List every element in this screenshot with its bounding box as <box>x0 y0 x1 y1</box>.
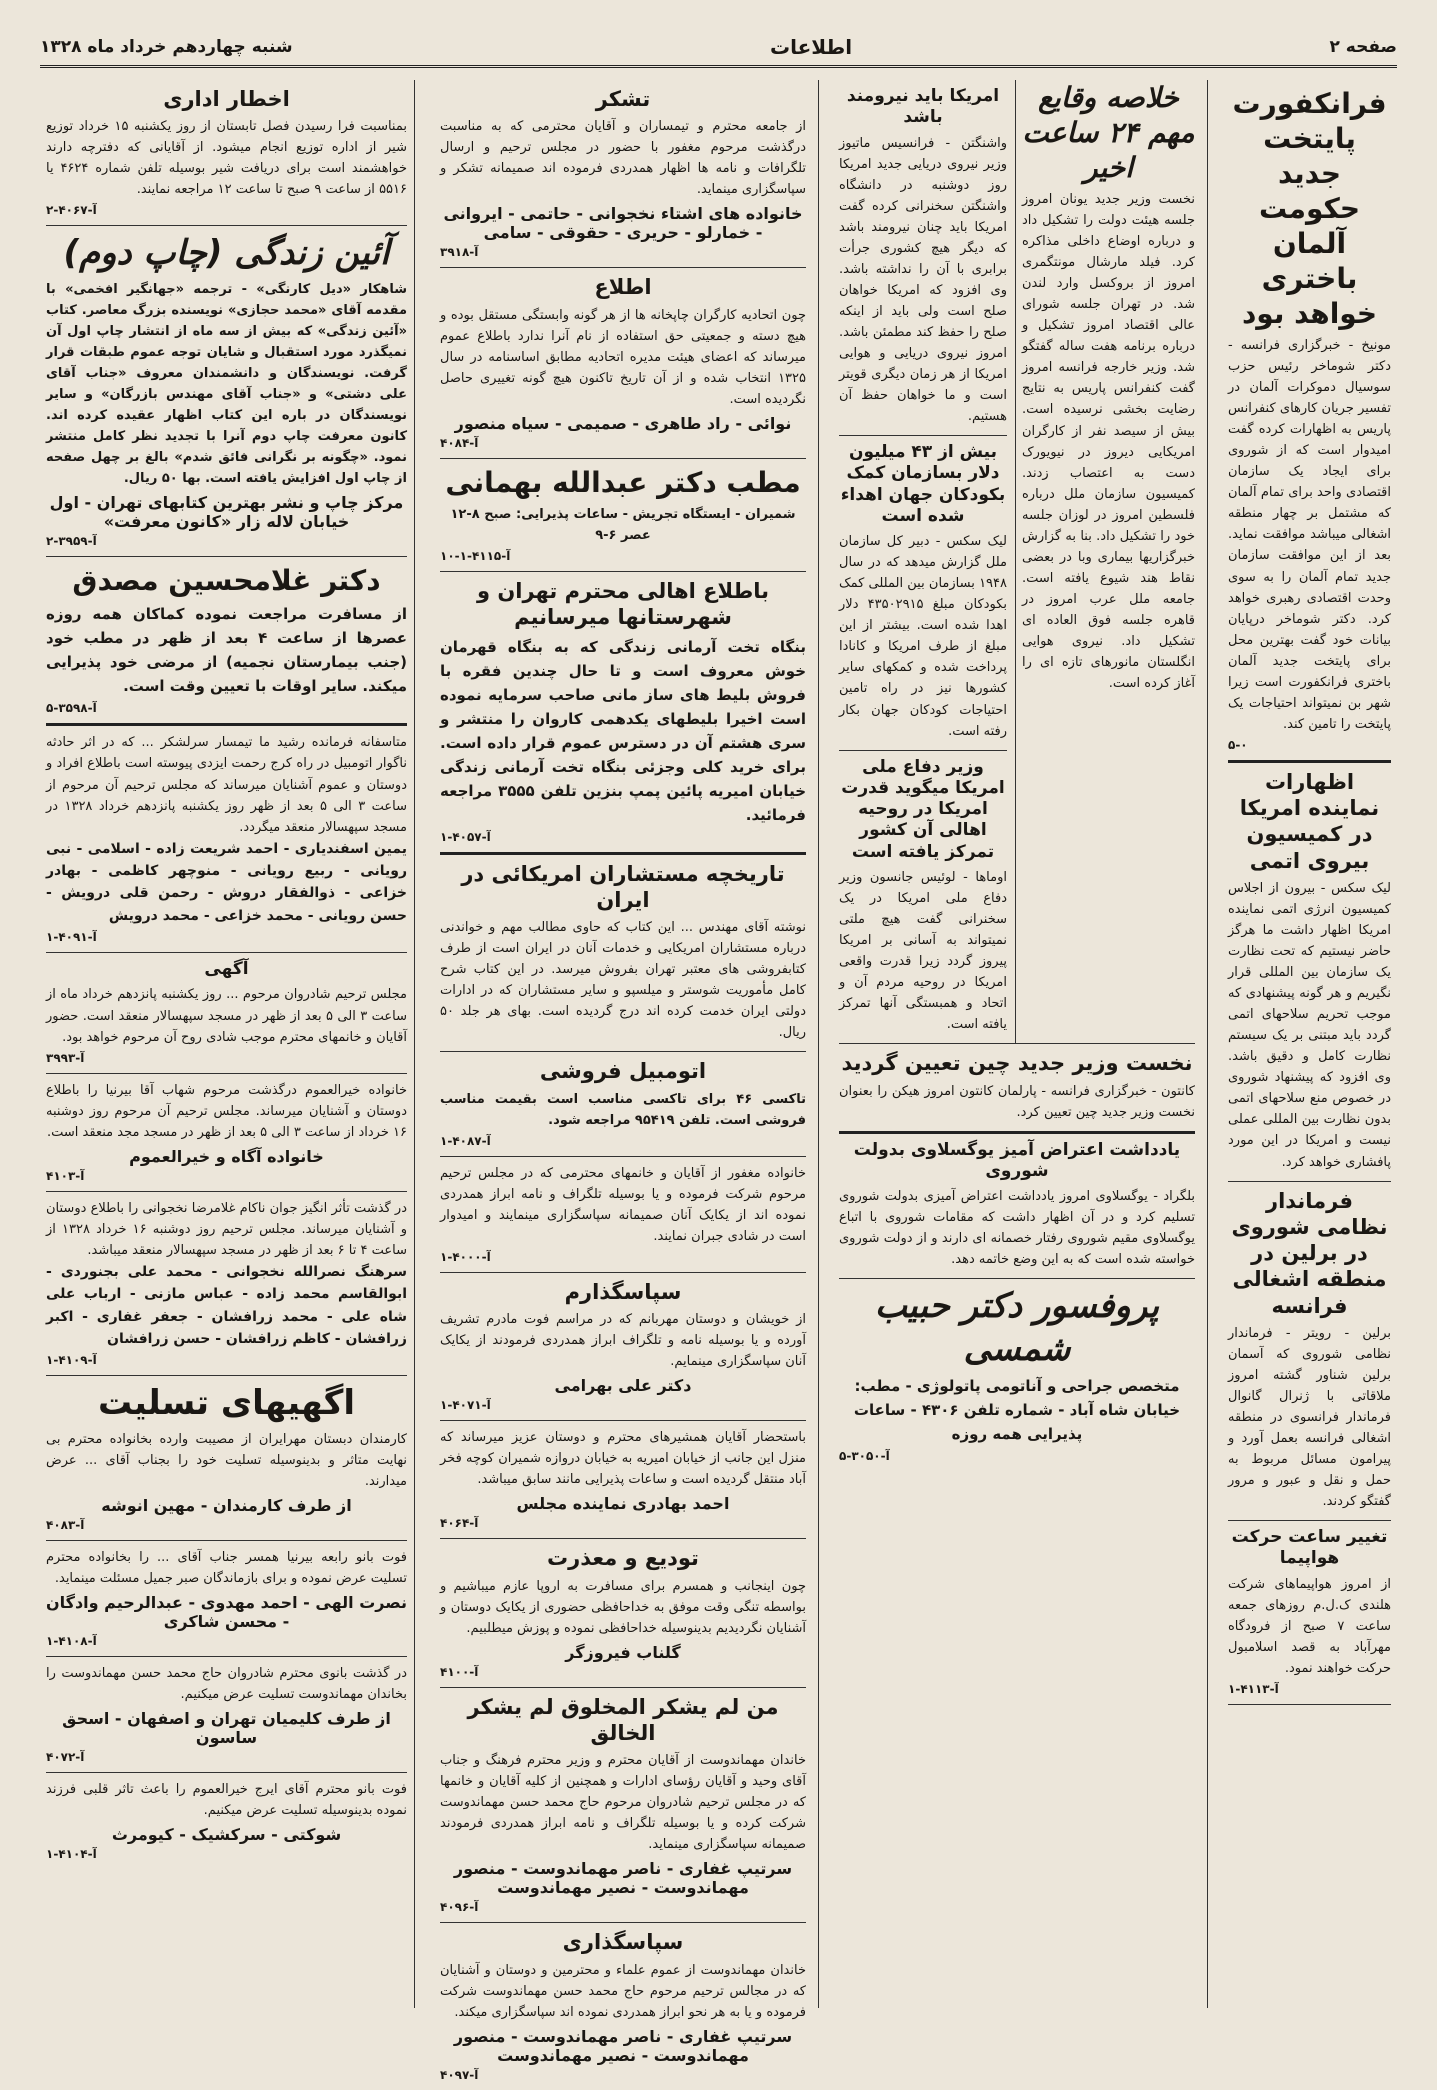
ad-body: مجلس ترحیم شادروان مرحوم ... روز یکشنبه پانزدهم خرداد ماه از ساعت ۳ الی ۵ بعد از ظهر در مسجد سپهسالار منعقد است. حضور آقایان و خانمهای محترم موجب شادی روح آن مرحوم خواهد بود. <box>46 987 407 1045</box>
ad <box>440 1923 806 2089</box>
ad-code: آ-۴۰۸۴ <box>440 435 479 450</box>
ad-body: خاندان مهماندوست از آقایان محترم و وزیر محترم فرهنگ و جناب آقای وحید و آقایان رؤسای ادارات و همچنین از کلیه آقایان و خانمها که در مجلس ترحیم شادروان مرحوم حاج محمد حسن مهماندوست شرکت کرده و یا بوسیله تلگراف و نامه ابراز همدردی فرمودند صمیمانه سپاسگزاری مینماید. <box>440 1753 806 1853</box>
masthead <box>40 28 1397 68</box>
ad-signature: از طرف کارمندان - مهین انوشه <box>101 1496 352 1516</box>
ad <box>440 1421 806 1539</box>
ad-title: تشکر <box>595 87 651 111</box>
ad-title: آئین زندگی (چاپ دوم) <box>63 233 390 274</box>
doctor-details: متخصص جراحی و آناتومی پاتولوژی - مطب: خیابان شاه آباد - شماره تلفن ۴۳۰۶ - ساعات پذیرایی همه روزه <box>853 1377 1181 1444</box>
article-headline: نخست وزیر جدید چین تعیین گردید <box>841 1051 1193 1076</box>
briefs-body: نخست وزیر جدید یونان امروز جلسه هیئت دولت را تشکیل داد و درباره اوضاع داخلی مذاکره کرد. فیلد مارشال مونتگمری امروز از بروکسل وارد لندن شد. در تهران جلسه شورای عالی اقتصاد امروز تشکیل و درباره برنامه هفت ساله گفتگو شد. وزیر خارجه فرانسه امروز گفت کنفرانس پاریس به نتایج رضایت بخشی نرسیده است. بیش از سیصد نفر از کارگران امریکایی دیروز در نیویورک دست به اعتصاب زدند. کمیسیون سازمان ملل درباره فلسطین امروز در لوزان جلسه خود را تشکیل داد. بنا به گزارش خبرگزاریها بیماری وبا در بعضی نقاط هند شیوع یافته است. جامعه ملل عرب امروز در قاهره جلسه فوق العاده ای تشکیل داد. نیروی هوایی انگلستان مانورهای تازه ای را آغاز کرده است. <box>1022 192 1195 692</box>
ad-title: دکتر غلامحسین مصدق <box>72 564 381 598</box>
ad-body: در گذشت تأثر انگیز جوان ناکام غلامرضا نخجوانی را باطلاع دوستان و آشنایان میرساند. مجلس ترحیم روز دوشنبه ۱۶ خرداد ۱۳۲۸ از ساعت ۴ تا ۶ بعد از ظهر در مسجد سپهسالار منعقد میباشد. <box>46 1200 407 1258</box>
ad-title: تودیع و معذرت <box>547 1546 699 1571</box>
ad-code: آ-۴۱۰۰ <box>440 1664 479 1679</box>
ad <box>46 726 407 953</box>
ad <box>46 557 407 726</box>
ad-title: تاریخچه مستشاران امریکائی در ایران <box>461 861 785 912</box>
article-body: لیک سکس - دبیر کل سازمان ملل گزارش میدهد که در سال ۱۹۴۸ بسازمان بین المللی کمک بکودکان مبلغ ۴۳۵۰۲۹۱۵ دلار اهدا شده است. بیشتر از این مبلغ از طرف امریکا و کانادا پرداخت شده و کمکهای سایر کشورها نیز در راه تامین احتیاجات کودکان جهان بکار رفته است. <box>839 534 1007 739</box>
article-headline: فرماندار نظامی شوروی در برلین در منطقه اشغالی فرانسه <box>1231 1188 1388 1318</box>
ad-code: آ-۳۹۹۳ <box>46 1050 85 1065</box>
column-rule <box>818 80 819 2008</box>
article-headline: امریکا باید نیرومند باشد <box>846 86 1000 128</box>
ad-code: آ-۴۰۷۲ <box>46 1750 85 1765</box>
ad-code: آ-۴۱۰۸-۱ <box>46 1634 97 1649</box>
ad-title: اطلاع <box>594 275 652 300</box>
ad <box>440 1052 806 1156</box>
briefs-title: خلاصه وقایع مهم ۲۴ ساعت اخیر <box>1022 81 1195 184</box>
ad <box>440 1273 806 1421</box>
ad <box>46 226 407 557</box>
ad-body: چون اینجانب و همسرم برای مسافرت به اروپا عازم میباشیم و بواسطه تنگی وقت موفق به خداحافظی حضوری از یکایک دوستان و آشنایان نگردیدیم بدینوسیله خداحافظی نموده و پوزش میطلبیم. <box>440 1578 806 1636</box>
ad-body: در گذشت بانوی محترم شادروان حاج محمد حسن مهماندوست را بخاندان مهماندوست تسلیت عرض میکنیم. <box>46 1666 407 1703</box>
ad-body: فوت بانو رابعه بیرنیا همسر جناب آقای ... را بخانواده محترم تسلیت عرض نموده و برای بازماندگان صبر جمیل مسئلت مینماید. <box>46 1550 407 1587</box>
article-body: اوماها - لوئیس جانسون وزیر دفاع ملی امریکا در یک سخنرانی گفت هیچ ملتی نمیتواند به آسانی بر امریکا پیروز گردد زیرا قدرت واقعی امریکا در روحیه مردم آن و اتحاد و همبستگی آنها تمرکز یافته است. <box>839 869 1007 1033</box>
article-body: از امروز هواپیماهای شرکت هلندی ک.ل.م روزهای جمعه ساعت ۷ صبح از فرودگاه مهرآباد به قصد اسلامبول حرکت خواهند نمود. <box>1228 1576 1391 1676</box>
ad-title: سپاسگذارم <box>564 1279 682 1304</box>
ad-signature: دکتر علی بهرامی <box>554 1376 692 1396</box>
page-number: صفحه ۲ <box>1329 36 1397 57</box>
ad-title: آگهی <box>204 959 249 980</box>
ad-body: از مسافرت مراجعت نموده کماکان همه روزه عصرها از ساعت ۴ بعد از ظهر در مطب خود (جنب بیمارستان نجمیه) از مرضی خود پذیرایی میکند. سایر اوقات با تعیین وقت است. <box>46 605 408 696</box>
ad-signature: احمد بهادری نماینده مجلس <box>516 1494 730 1514</box>
column-rule <box>414 80 415 2008</box>
article-headline: یادداشت اعتراض آمیز یوگسلاوی بدولت شوروی <box>853 1139 1181 1181</box>
article-code: آ-۴۱۱۳-۱ <box>1228 1681 1279 1696</box>
ad-title: باطلاع اهالی محترم تهران و شهرستانها میرسانیم <box>476 579 769 630</box>
ad-signature: یمین اسفندیاری - احمد شریعت زاده - اسلامی - نبی رویانی - ربیع رویانی - منوچهر کاظمی - بهادر خزاعی - ذوالفقار دروش - رحمن قلی درویش - حسن رویانی - محمد خزاعی - محمد درویش <box>46 840 407 924</box>
ad <box>440 1539 806 1687</box>
ad-body: بنگاه تخت آرمانی زندگی که به بنگاه قهرمان خوش معروف است و تا حال چندین فقره با فروش بلیط های ساز مانی صاحب سرمایه نموده است اخیرا بلیطهای یکدهمی کاروان را منتشر و سری هشتم آن در دسترس عموم قرار داده است. برای خرید کلی وجزئی بنگاه تخت آرمانی زندگی خیابان امیریه پائین پمپ بنزین تلفن ۳۵۵۵ مراجعه فرمائید. <box>440 637 807 824</box>
ad-body: باستحضار آقایان همشیرهای محترم و دوستان عزیز میرساند که منزل این جانب از خیابان امیریه به خیابان دروازه شمیران کوچه فخر آباد منتقل گردیده است و ساعات پذیرایی مانند سابق میباشد. <box>440 1430 806 1488</box>
article <box>1228 1521 1391 1705</box>
ad-code: آ-۴۰۸۳ <box>46 1518 85 1533</box>
ad-code: آ-۴۰۹۷ <box>440 2067 479 2082</box>
ad <box>46 1657 407 1773</box>
ad-code: آ-۴۰۰۰-۱ <box>440 1249 491 1264</box>
ad-signature: خانواده های اشتاء نخجوانی - حاتمی - ایروانی - خمارلو - حریری - حقوقی - سامی <box>443 204 803 243</box>
column-rule <box>1207 80 1208 2008</box>
ad-body: بمناسبت فرا رسیدن فصل تابستان از روز یکشنبه ۱۵ خرداد توزیع شیر از اداره توزیع انجام میشود. از آقایانی که دفترچه دارند خواهشمند است برای دریافت شیر بوسیله تلفن شماره ۴۶۲۴ یا ۵۵۱۶ از ساعت ۹ صبح تا ساعت ۱۲ مراجعه نمایند. <box>46 119 407 198</box>
ad-signature: از طرف کلیمیان تهران و اصفهان - اسحق ساسون <box>62 1709 391 1748</box>
ad-body: کارمندان دبستان مهرایران از مصیبت وارده بخانواده محترم بی نهایت متاثر و بدینوسیله تسلیت خود را بجناب آقای ... عرض میدارند. <box>46 1431 407 1490</box>
ad-body: شاهکار «دیل کارنگی» - ترجمه «جهانگیر افخمی» با مقدمه آقای «محمد حجازی» نویسنده بزرگ معاصر. کتاب «آئین زندگی» که بیش از سه ماه از انتشار چاپ اول آن نمیگذرد مورد استقبال و شایان توجه عموم طبقات قرار گرفت. نویسندگان و دانشمندان معروف «جناب آقای علی دشتی» و «جناب آقای مهندس بازرگان» و سایر نویسندگان در باره این کتاب اظهار عقیده کرده اند. کانون معرفت چاپ دوم آنرا با تجدید نظر کامل منتشر نمود. «چگونه بر نگرانی فائق شدم» بالغ بر چهل صفحه از چاپ اول افزایش یافته است. بها ۵۰ ریال. <box>46 281 407 487</box>
ad <box>46 953 407 1073</box>
ad <box>46 1376 407 1541</box>
ad <box>440 459 806 572</box>
ad <box>46 1192 407 1377</box>
ad-code: آ-۴۱۰۴-۱ <box>46 1847 97 1862</box>
article-headline: بیش از ۴۳ میلیون دلار بسازمان کمک بکودکان جهان اهداء شده است <box>840 442 1006 526</box>
article <box>839 1044 1195 1133</box>
ad-code: آ-۴۱۱۵-۱-۱۰ <box>440 549 511 564</box>
ad-signature: نصرت الهی - احمد مهدوی - عبدالرحیم وادگان - محسن شاکری <box>46 1593 407 1632</box>
article <box>839 751 1007 1044</box>
ad-signature: سرتیپ غفاری - ناصر مهماندوست - منصور مهماندوست - نصیر مهماندوست <box>453 2026 793 2065</box>
ad <box>440 572 806 855</box>
article-headline: اظهارات نماینده امریکا در کمیسیون بیروی اتمی <box>1239 769 1380 873</box>
ad-signature: گلناب فیروزگر <box>565 1642 681 1662</box>
column-4 <box>40 80 413 2008</box>
ad-title: اتومبیل فروشی <box>539 1059 707 1084</box>
ad <box>440 268 806 458</box>
ad-title: من لم یشکر المخلوق لم یشکر الخالق <box>467 1694 779 1745</box>
ad <box>440 1688 806 1924</box>
column-2 <box>833 80 1201 2008</box>
ad <box>440 80 806 268</box>
column-1 <box>1222 80 1397 2008</box>
article-body: لیک سکس - بیرون از اجلاس کمیسیون انرژی اتمی نماینده امریکا اظهار داشت ما هرگز حاضر نیستیم که تحت نظارت یک سازمان بین المللی قرار نگیریم و هر گونه پیشنهادی که موجب تحریم سلاحهای اتمی گردد باید مبتنی بر یک سیستم نظارت کامل و دقیق باشد. وی افزود که پیشنهاد شوروی در خصوص منع سلاحهای اتمی بدون نظارت بین المللی عملی نیست و امریکا در این مورد پافشاری خواهد کرد. <box>1228 880 1391 1170</box>
ad-code: آ-۳۰۵۰-۵ <box>839 1449 890 1464</box>
article-code: ۵-۰ <box>1228 737 1248 752</box>
article-body: واشنگتن - فرانسیس ماتیوز وزیر نیروی دریایی جدید امریکا روز دوشنبه در دانشگاه واشنگتن سخنرانی کرده گفت امریکا باید چنان نیرومند باشد که دیگر هیچ کشوری جرأت برابری با آن را نداشته باشد. وی افزود که امریکا خواهان صلح است ولی باید از اینکه صلح را حفظ کند مطمئن باشد. امروز نیروی دریایی و هوایی امریکا از هر زمان دیگری قویتر است و ما خواهان حفظ آن هستیم. <box>839 135 1007 425</box>
ad-code: آ-۴۱۰۹-۱ <box>46 1353 97 1368</box>
ad <box>46 1773 407 1869</box>
article <box>839 1134 1195 1280</box>
ad-title: سپاسگذاری <box>562 1930 684 1955</box>
article-body: برلین - رویتر - فرماندار نظامی شوروی که آسمان برلین شناور گشته امروز ملاقاتی با ژنرال گانوال فرماندار فرانسوی در منطقه اشغالی فرانسه بعمل آورد و پیرامون مسائل مربوط به حمل و نقل و عبور و مرور گفتگو کردند. <box>1228 1325 1391 1510</box>
ad-body: تاکسی ۴۶ برای تاکسی مناسب است بقیمت مناسب فروشی است. تلفن ۹۵۴۱۹ مراجعه شود. <box>440 1091 806 1128</box>
article <box>1228 763 1391 1182</box>
ad <box>46 1074 407 1192</box>
ad-signature: نوائی - راد طاهری - صمیمی - سیاه منصور <box>454 413 792 433</box>
article-body: بلگراد - یوگسلاوی امروز یادداشت اعتراض آمیزی بدولت شوروی تسلیم کرد و در آن اظهار داشت که مقامات شوروی با اتباع یوگسلاوی مقیم شوروی رفتار خصمانه ای دارند و از دولت شوروی خواسته شده است که به این وضع خاتمه دهد. <box>839 1189 1195 1268</box>
ad-code: آ-۳۹۱۸ <box>440 245 479 260</box>
article-body: کانتون - خبرگزاری فرانسه - پارلمان کانتون امروز هیکن را بعنوان نخست وزیر جدید چین تعیین کرد. <box>839 1083 1195 1120</box>
ad-body: شمیران - ایستگاه تجریش - ساعات پذیرایی: صبح ۸-۱۲ عصر ۶-۹ <box>450 506 796 543</box>
ad-signature: سرهنگ نصرالله نخجوانی - محمد علی بجنوردی - ابوالقاسم محمد زاده - عباس مازنی - ارباب علی شاه علی - محمد زرافشان - جعفر غفاری - اکبر زرافشان - کاظم زرافشان - حسن زرافشان <box>46 1263 407 1348</box>
ad-code: آ-۴۰۹۱-۱ <box>46 930 97 945</box>
news-briefs <box>1015 80 1195 1043</box>
ad <box>440 1157 806 1273</box>
ad-body: نوشته آقای مهندس ... این کتاب که حاوی مطالب مهم و خواندنی درباره مستشاران امریکایی و خدمات آنان در ایران است از طرف کتابفروشی های معتبر تهران بفروش میرسد. در این کتاب شرح کامل مأموریت شوستر و میلسپو و سایر مستشاران که در ادارات دولتی ایران خدمت کرده اند درج گردیده است. بهای هر جلد ۵۰ ریال. <box>440 920 806 1041</box>
ad-body: از خویشان و دوستان مهربانم که در مراسم فوت مادرم تشریف آورده و یا بوسیله نامه و تلگراف ابراز همدردی فرمودند از یکایک آنان سپاسگزاری مینمایم. <box>440 1312 806 1370</box>
ad-code: آ-۳۹۵۹-۲ <box>46 534 97 549</box>
ad-body: چون اتحادیه کارگران چاپخانه ها از هر گونه وابستگی مستقل بوده و هیچ دسته و جمعیتی حق استفاده از نام آنرا ندارد باطلاع عموم میرساند که اعضای هیئت مدیره اتحادیه مطابق اساسنامه در سال ۱۳۲۵ انتخاب شده و از آن تاریخ تاکنون هیچ گونه تغییری حاصل نگردیده است. <box>440 307 806 407</box>
article-headline: تغییر ساعت حرکت هواپیما <box>1231 1527 1388 1569</box>
ad-title: اخطار اداری <box>163 87 290 111</box>
ad-code: آ-۴۰۶۷-۲ <box>46 203 97 218</box>
ad-body: خاندان مهماندوست از عموم علماء و محترمین و دوستان و آشنایان که در مجالس ترحیم مرحوم حاج محمد حسن مهماندوست شرکت فرموده و یا به هر نحو ابراز همدردی نموده اند سپاسگزاری میکند. <box>440 1962 806 2020</box>
ad-body: فوت بانو محترم آقای ایرج خیرالعموم را باعث تاثر قلبی فرزند نموده بدینوسیله تسلیت عرض میکنیم. <box>46 1782 407 1819</box>
ad <box>46 80 407 226</box>
column-3 <box>434 80 812 2082</box>
ad-code: آ-۴۰۷۱-۱ <box>440 1398 491 1413</box>
issue-date: شنبه چهاردهم خرداد ماه ۱۳۲۸ <box>40 36 293 57</box>
ad-code: آ-۴۰۸۷-۱ <box>440 1133 491 1148</box>
doctor-name: پروفسور دکتر حبیب شمسی <box>874 1286 1160 1369</box>
ad-title: اگهیهای تسلیت <box>97 1383 356 1424</box>
article-headline: فرانکفورت پایتخت جدید حکومت آلمان باختری خواهد بود <box>1232 87 1387 330</box>
ad-body: از جامعه محترم و تیمساران و آقایان محترمی که به مناسبت درگذشت مرحوم مغفور با حضور در مجلس ترحیم و ارسال تلگرافات و نامه ها اظهار همدردی فرموده اند صمیمانه تشکر و سپاسگزاری مینماید. <box>440 119 806 198</box>
ad <box>46 1541 407 1657</box>
ad-code: آ-۴۰۹۶ <box>440 1900 479 1915</box>
ad-signature: شوکتی - سرکشیک - کیومرث <box>111 1825 342 1845</box>
ad-code: آ-۴۰۶۴ <box>440 1516 479 1531</box>
article <box>839 80 1007 436</box>
ad-signature: سرتیپ غفاری - ناصر مهماندوست - منصور مهماندوست - نصیر مهماندوست <box>453 1859 793 1898</box>
ad-body: متاسفانه فرمانده رشید ما تیمسار سرلشکر ... که در اثر حادثه ناگوار اتومبیل در راه کرج رحمت ایزدی پیوسته است باطلاع افراد و دوستان و عموم آشنایان میرساند که مجلس ترحیم آن مرحوم از ساعت ۳ الی ۵ بعد از ظهر روز یکشنبه پانزدهم خرداد ۱۳۲۸ در مسجد سپهسالار منعقد میگردد. <box>46 735 407 835</box>
article <box>839 436 1007 750</box>
ad-signature: مرکز چاپ و نشر بهترین کتابهای تهران - اول خیابان لاله زار «کانون معرفت» <box>49 493 404 532</box>
ad-title: مطب دکتر عبدالله بهمانی <box>445 465 801 499</box>
doctor-ad <box>839 1279 1195 1471</box>
article <box>1228 1182 1391 1522</box>
ad <box>440 855 806 1053</box>
paper-title: اطلاعات <box>769 34 853 59</box>
ad-code: آ-۴۰۵۷-۱ <box>440 829 491 844</box>
ad-body: خانواده مغفور از آقایان و خانمهای محترمی که در مجلس ترحیم مرحوم شرکت فرموده و یا بوسیله تلگراف و نامه ابراز همدردی نموده اند از یکایک آنان صمیمانه سپاسگزاری مینمایند و امیدوار است در شادی جبران نمایند. <box>440 1165 806 1244</box>
ad-code: آ-۴۱۰۳ <box>46 1168 85 1183</box>
ad-body: خانواده خیرالعموم درگذشت مرحوم شهاب آقا بیرنیا را باطلاع دوستان و آشنایان میرساند. مجلس ترحیم آن مرحوم روز دوشنبه ۱۶ خرداد از ساعت ۳ الی ۵ بعد از ظهر در مسجد مجد منعقد است. <box>46 1082 407 1140</box>
article <box>1228 80 1391 763</box>
ad-code: آ-۳۵۹۸-۵ <box>46 701 97 716</box>
article-headline: وزیر دفاع ملی امریکا میگوید قدرت امریکا در روحیه اهالی آن کشور تمرکز یافته است <box>841 756 1005 862</box>
article-body: مونیخ - خبرگزاری فرانسه - دکتر شوماخر رئیس حزب سوسیال دموکرات آلمان در تفسیر جریان کارهای کنفرانس پاریس به اظهارات کرده گفت امیدوار است که از شوروی برای ایجاد یک سازمان اقتصادی واحد برای تمام آلمان که مشتمل بر چهار منطقه اشغالی میباشد موافقت نماید. بعد از این موافقت سازمان جدید تمام آلمان را به سوی وحدت اقتصادی رهبری خواهد کرد. دکتر شوماخر درپایان بیانات خود گفت بهترین محل برای پایتخت جدید آلمان باختری فرانکفورت است زیرا شهر بن نمیتواند احتیاجات یک پایتخت را تامین کند. <box>1228 338 1391 732</box>
ad-signature: خانواده آگاه و خیرالعموم <box>129 1146 324 1166</box>
